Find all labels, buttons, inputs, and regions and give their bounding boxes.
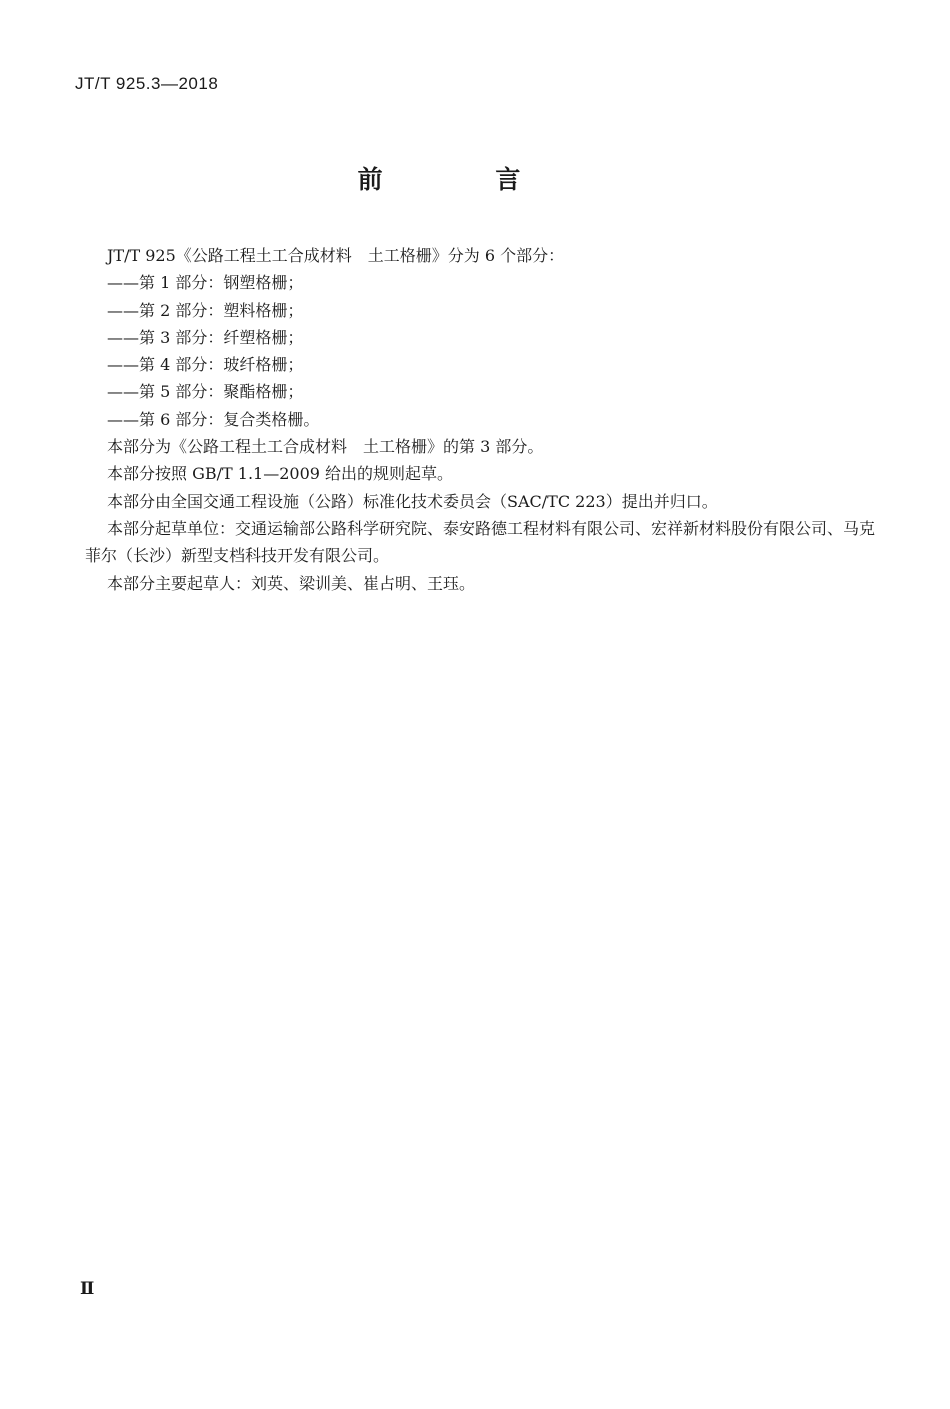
paragraph: 本部分由全国交通工程设施（公路）标准化技术委员会（SAC/TC 223）提出并归口。 bbox=[107, 491, 718, 511]
list-item: ——第 3 部分：纤塑格栅； bbox=[107, 327, 304, 347]
paragraph: 本部分为《公路工程土工合成材料 土工格栅》的第 3 部分。 bbox=[107, 437, 544, 457]
paragraph: 本部分主要起草人：刘英、梁训美、崔占明、王珏。 bbox=[107, 573, 476, 593]
page-number: Ⅱ bbox=[80, 1279, 95, 1299]
paragraph: 本部分起草单位：交通运输部公路科学研究院、泰安路德工程材料有限公司、宏祥新材料股份有限公司、马克菲尔（长沙）新型支档科技开发有限公司。 bbox=[85, 518, 876, 566]
list-item: ——第 5 部分：聚酯格栅； bbox=[107, 382, 304, 402]
paragraph: 本部分按照 GB/T 1.1—2009 给出的规则起草。 bbox=[107, 464, 454, 484]
list-item: ——第 2 部分：塑料格栅； bbox=[107, 300, 304, 320]
list-item: ——第 6 部分：复合类格栅。 bbox=[107, 409, 320, 429]
page-title: 前 言 bbox=[357, 165, 573, 194]
standard-code: JT/T 925.3—2018 bbox=[75, 74, 219, 93]
list-item: ——第 4 部分：玻纤格栅； bbox=[107, 355, 304, 375]
list-item: ——第 1 部分：钢塑格栅； bbox=[107, 273, 304, 293]
intro-paragraph: JT/T 925《公路工程土工合成材料 土工格栅》分为 6 个部分： bbox=[107, 246, 565, 265]
document-body bbox=[85, 242, 875, 597]
